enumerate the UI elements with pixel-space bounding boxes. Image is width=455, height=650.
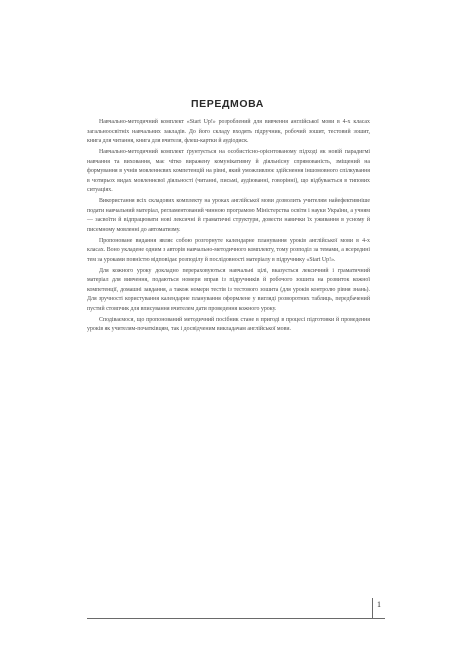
paragraph: Навчально-методичний комплект ґрунтується на особистісно-орієнтованому підході як новій парадигмі навчання та виховання, має чітко виражену комунікативну й діяльнісну спрямованість, зміщений на формування в учнів мовленнєвих компетенцій на рівні, який уможливлює здійснення іншомовного спілкування в чотирьох видах мовленнєвої діяльності (читанні, письмі, аудіюванні, говорінні), що відбувається в типових ситуаціях. <box>87 149 370 193</box>
footer-rule <box>87 618 385 619</box>
page-title: ПЕРЕДМОВА <box>191 98 264 110</box>
paragraph: Для кожного уроку докладно перераховуються навчальні цілі, вказується лексичний і граматичний матеріал для вивчення, подаються номери вправ із підручників й робочого зошита на розвиток кожної компетенції, домашні завдання, а також номери тестів із тестового зошита (для уроків контролю рівня знань). Для зручності користування календарне планування оформлене у вигляді розворотних таблиць, передбачений пустий стовпчик для вписування вчителем дати проведення кожного уроку. <box>87 267 370 312</box>
paragraph: Пропоноване видання являє собою розгорнуте календарне планування уроків англійської мови в 4-х класах. Воно укладене одним з авторів навчально-методичного комплекту, тому розподіл за темами, а всередині тем за уроками повністю відповідає розподілу й послідовності матеріалу в підручнику «Start Up!». <box>87 237 370 263</box>
paragraph: Навчально-методичний комплект «Start Up!» розроблений для вивчення англійської мови в 4-х класах загальноосвітніх навчальних закладів. До його складу входять підручник, робочий зошит, тестовий зошит, книга для читання, книга для вчителя, флеш-картки й аудіодиск. <box>87 119 370 144</box>
paragraph: Сподіваємося, що пропонований методичний посібник стане в пригоді в процесі підготовки й проведення уроків як учителям-початківцям, так і досвідченим викладачам англійської мови. <box>87 316 370 332</box>
page-number: 1 <box>377 600 381 609</box>
document-body <box>87 118 370 336</box>
paragraph: Використання всіх складових комплекту на уроках англійської мови дозволить учителям найефективніше подати навчальний матеріал, регламентований чинною програмою Міністерства освіти і науки України, а учням — засвоїти й відпрацювати нові лексичні й граматичні структури, довести навички їх уживання в усному й писемному мовленні до автоматизму. <box>87 198 370 233</box>
